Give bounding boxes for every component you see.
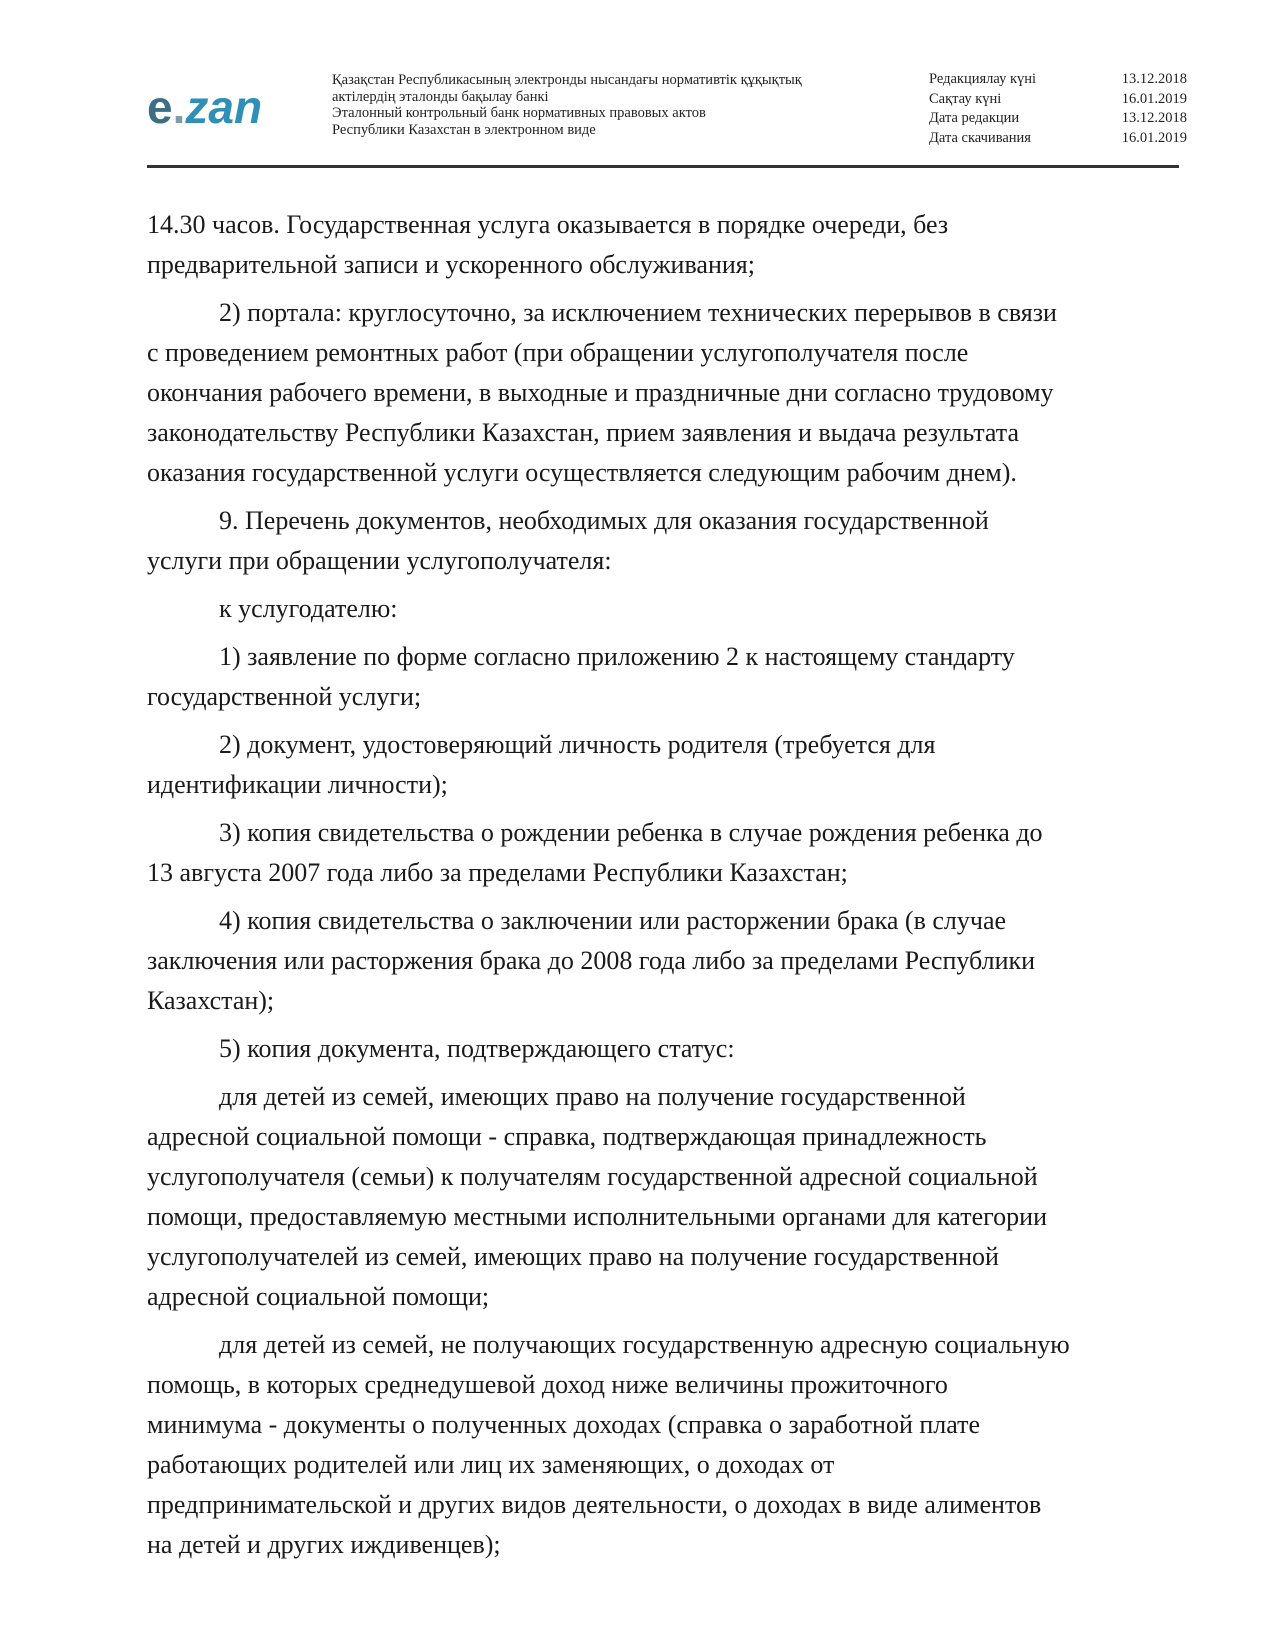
paragraph: [147, 1077, 1167, 1317]
meta-label: Дата скачивания: [929, 129, 1031, 146]
meta-value: 13.12.2018: [1121, 71, 1187, 87]
paragraph-line: помощь, в которых среднедушевой доход ниже величины прожиточного: [147, 1370, 948, 1399]
paragraph: [147, 205, 1167, 285]
paragraph-line: 1) заявление по форме согласно приложению 2 к настоящему стандарту: [219, 642, 1015, 671]
meta-row-edit-date-ru: [929, 109, 1187, 129]
paragraph-line: государственной услуги;: [147, 682, 422, 711]
logo-dot: .: [172, 81, 186, 133]
bank-title: [332, 72, 892, 138]
paragraph-line: адресной социальной помощи - справка, подтверждающая принадлежность: [147, 1122, 987, 1151]
paragraph-line: услугополучателя (семьи) к получателям государственной адресной социальной: [147, 1162, 1038, 1191]
paragraph: [147, 501, 1167, 581]
meta-row-edit-date-kz: [929, 70, 1187, 90]
paragraph-line: 9. Перечень документов, необходимых для оказания государственной: [219, 506, 989, 535]
paragraph-line: для детей из семей, имеющих право на получение государственной: [219, 1082, 966, 1111]
paragraph-line: адресной социальной помощи;: [147, 1282, 490, 1311]
meta-value: 13.12.2018: [1121, 110, 1187, 126]
paragraph-line: окончания рабочего времени, в выходные и праздничные дни согласно трудовому: [147, 378, 1054, 407]
paragraph: [147, 637, 1167, 717]
document-header: [147, 64, 1187, 168]
meta-label: Дата редакции: [929, 110, 1020, 126]
header-divider: [147, 165, 1179, 168]
paragraph-line: предварительной записи и ускоренного обслуживания;: [147, 250, 755, 279]
paragraph: [147, 901, 1167, 1021]
paragraph-line: работающих родителей или лиц их заменяющих, о доходах от: [147, 1450, 835, 1479]
logo-zan: zan: [185, 81, 263, 133]
paragraph-line: услугополучателей из семей, имеющих право на получение государственной: [147, 1242, 999, 1271]
paragraph-line: с проведением ремонтных работ (при обращении услугополучателя после: [147, 338, 969, 367]
paragraph-line: 4) копия свидетельства о заключении или расторжении брака (в случае: [219, 906, 1007, 935]
paragraph-line: услуги при обращении услугополучателя:: [147, 546, 612, 575]
paragraph-line: 14.30 часов. Государственная услуга оказывается в порядке очереди, без: [147, 210, 949, 239]
meta-value: 16.01.2019: [1121, 90, 1187, 107]
paragraph-line: на детей и других иждивенцев);: [147, 1530, 501, 1559]
paragraph-line: 2) документ, удостоверяющий личность родителя (требуется для: [219, 730, 936, 759]
paragraph-line: минимума - документы о полученных доходах (справка о заработной плате: [147, 1410, 981, 1439]
meta-value: 16.01.2019: [1121, 129, 1187, 146]
bank-title-line: актілердің эталонды бақылау банкі: [332, 88, 549, 105]
document-meta: [929, 70, 1187, 148]
paragraph: [147, 1325, 1167, 1565]
paragraph-line: идентификации личности);: [147, 770, 448, 799]
paragraph-line: Казахстан);: [147, 986, 275, 1015]
bank-title-line: Эталонный контрольный банк нормативных правовых актов: [332, 105, 706, 121]
paragraph: [147, 813, 1167, 893]
paragraph-line: 5) копия документа, подтверждающего статус:: [219, 1034, 735, 1063]
logo-e: e: [147, 81, 173, 133]
paragraph-line: для детей из семей, не получающих государственную адресную социальную: [219, 1330, 1070, 1359]
paragraph-line: 13 августа 2007 года либо за пределами Республики Казахстан;: [147, 858, 848, 887]
paragraph: [147, 725, 1167, 805]
meta-label: Редакциялау күні: [929, 71, 1037, 87]
paragraph-line: предпринимательской и других видов деятельности, о доходах в виде алиментов: [147, 1490, 1042, 1519]
paragraph-line: оказания государственной услуги осуществляется следующим рабочим днем).: [147, 458, 1017, 487]
paragraph-line: заключения или расторжения брака до 2008 года либо за пределами Республики: [147, 946, 1036, 975]
paragraph: [147, 589, 1167, 629]
paragraph-line: к услугодателю:: [219, 594, 398, 623]
paragraph-line: 2) портала: круглосуточно, за исключением технических перерывов в связи: [219, 298, 1057, 327]
bank-title-line: Қазақстан Республикасының электронды нысандағы нормативтік құқықтық: [332, 72, 802, 88]
meta-row-download-date-ru: [929, 129, 1187, 149]
bank-title-line: Республики Казахстан в электронном виде: [332, 121, 596, 138]
meta-row-save-date-kz: [929, 90, 1187, 110]
meta-label: Сақтау күні: [929, 90, 1002, 107]
paragraph-line: 3) копия свидетельства о рождении ребенка в случае рождения ребенка до: [219, 818, 1043, 847]
paragraph: [147, 293, 1167, 493]
ezan-logo[interactable]: [147, 82, 262, 132]
paragraph-line: законодательству Республики Казахстан, прием заявления и выдача результата: [147, 418, 1019, 447]
paragraph: [147, 1029, 1167, 1069]
document-body: [147, 205, 1167, 1573]
paragraph-line: помощи, предоставляемую местными исполнительными органами для категории: [147, 1202, 1047, 1231]
